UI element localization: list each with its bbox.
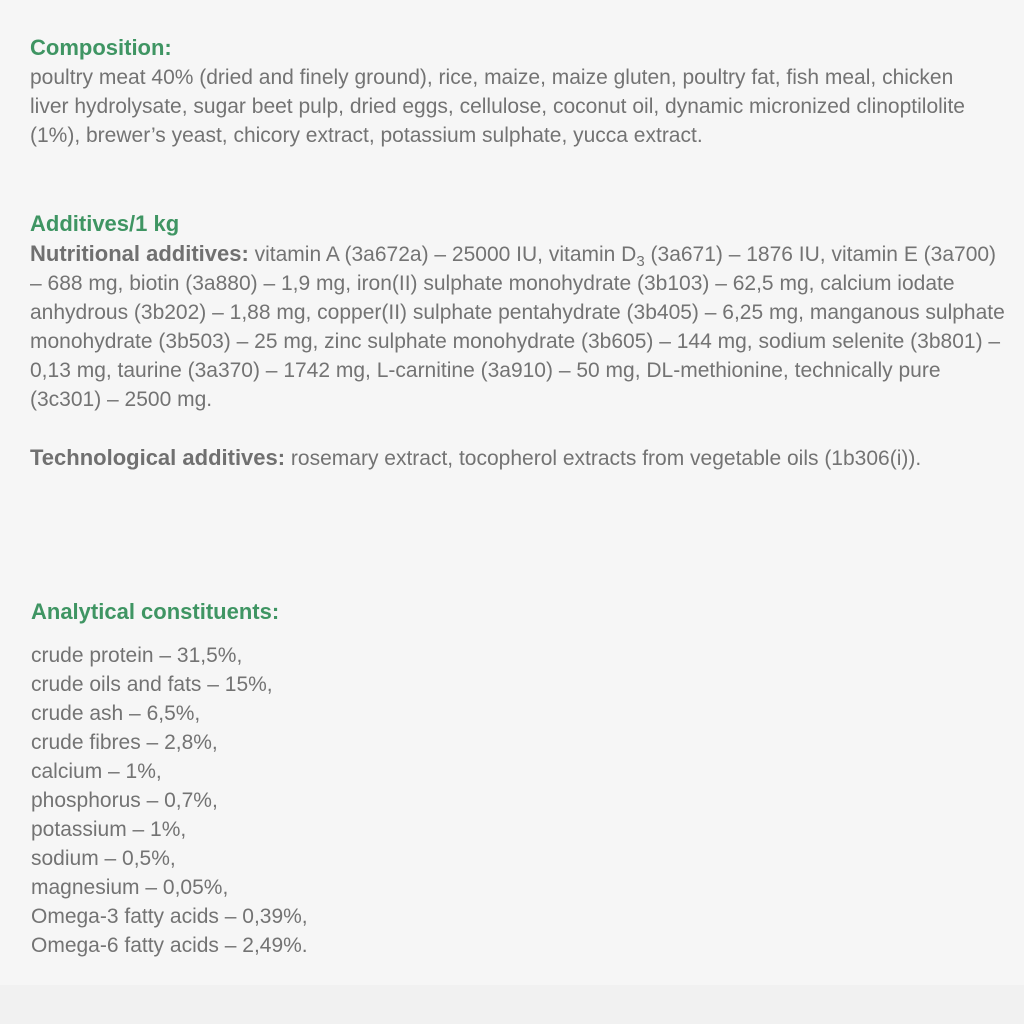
analytical-constituents-heading: Analytical constituents: [31, 599, 280, 624]
analytical-constituents-section [31, 597, 731, 976]
list-item: crude fibres – 2,8%, [31, 731, 218, 754]
nutritional-additives-text [30, 239, 1005, 414]
technological-additives-label: Technological additives: [30, 445, 286, 470]
additives-heading: Additives/1 kg [30, 211, 180, 236]
composition-section [30, 33, 990, 150]
list-item: magnesium – 0,05%, [31, 876, 229, 899]
nutritional-additives-label: Nutritional additives: [30, 241, 249, 266]
list-item: calcium – 1%, [31, 760, 162, 783]
nutritional-additives-part-2: (3a671) – 1876 IU, vitamin E (3a700) – 688 mg, biotin (3a880) – 1,9 mg, iron(II) sulphate monohydrate (3b103) – 62,5 mg, calcium iodate anhydrous (3b202) – 1,88 mg, copper(II) sulphate pentahydrate (3b405) – 6,25 mg, manganous sulphate monohydrate (3b503) – 25 mg, zinc sulphate monohydrate (3b605) – 144 mg, sodium selenite (3b801) – 0,13 mg, taurine (3a370) – 1742 mg, L-carnitine (3a910) – 50 mg, DL-methionine, technically pure (3c301) – 2500 mg. [30, 243, 1005, 411]
footer-band [0, 985, 1024, 1024]
list-item: sodium – 0,5%, [31, 847, 176, 870]
list-item: phosphorus – 0,7%, [31, 789, 218, 812]
list-item: Omega-3 fatty acids – 0,39%, [31, 905, 308, 928]
vitamin-d-subscript: 3 [636, 253, 645, 270]
list-item: crude oils and fats – 15%, [31, 673, 273, 696]
composition-heading: Composition: [30, 35, 172, 60]
analytical-constituents-list [31, 641, 731, 960]
list-item: Omega-6 fatty acids – 2,49%. [31, 934, 308, 957]
additives-section [30, 209, 1005, 473]
technological-additives-text [30, 443, 940, 473]
technological-additives-value: rosemary extract, tocopherol extracts from vegetable oils (1b306(i)). [285, 447, 922, 470]
nutritional-additives-part-1: vitamin A (3a672a) – 25000 IU, vitamin D [248, 243, 637, 266]
list-item: crude protein – 31,5%, [31, 644, 243, 667]
list-item: crude ash – 6,5%, [31, 702, 201, 725]
list-item: potassium – 1%, [31, 818, 187, 841]
composition-text: poultry meat 40% (dried and finely ground), rice, maize, maize gluten, poultry fat, fish meal, chicken liver hydrolysate, sugar beet pulp, dried eggs, cellulose, coconut oil, dynamic micronized clinoptilolite (1%), brewer’s yeast, chicory extract, potassium sulphate, yucca extract. [30, 66, 965, 147]
